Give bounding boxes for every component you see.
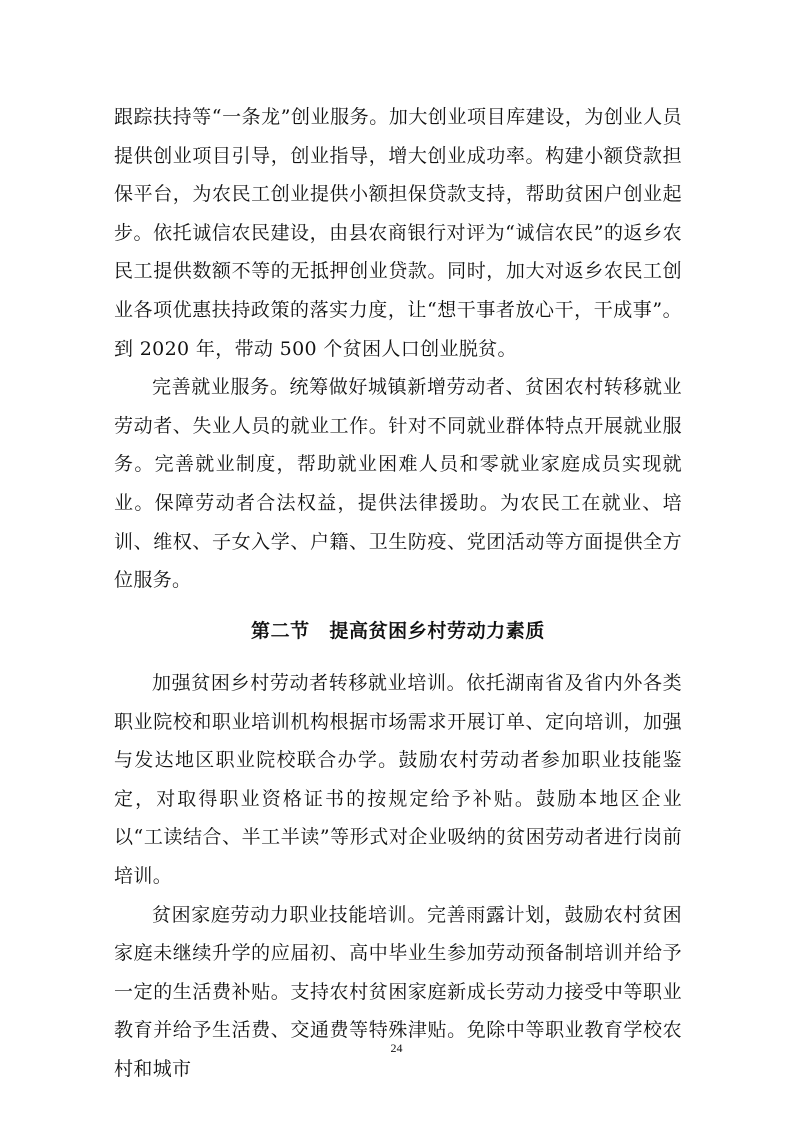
body-text-top xyxy=(114,98,682,600)
paragraph-family-vocational-training: 贫困家庭劳动力职业技能培训。完善雨露计划，鼓励农村贫困家庭未继续升学的应届初、高中毕业生参加劳动预备制培训并给予一定的生活费补贴。支持农村贫困家庭新成长劳动力接受中等职业教育并给予生活费、交通费等特殊津贴。免除中等职业教育学校农村和城市 xyxy=(114,903,682,1080)
section-heading: 第二节 提高贫困乡村劳动力素质 xyxy=(250,620,545,642)
paragraph-employment-services: 完善就业服务。统筹做好城镇新增劳动者、贫困农村转移就业劳动者、失业人员的就业工作。针对不同就业群体特点开展就业服务。完善就业制度，帮助就业困难人员和零就业家庭成员实现就业。保障劳动者合法权益，提供法律援助。为农民工在就业、培训、维权、子女入学、户籍、卫生防疫、党团活动等方面提供全方位服务。 xyxy=(114,376,682,592)
paragraph-labor-training: 加强贫困乡村劳动者转移就业培训。依托湖南省及省内外各类职业院校和职业培训机构根据市场需求开展订单、定向培训，加强与发达地区职业院校联合办学。鼓励农村劳动者参加职业技能鉴定，对取得职业资格证书的按规定给予补贴。鼓励本地区企业以“工读结合、半工半读”等形式对企业吸纳的贫困劳动者进行岗前培训。 xyxy=(114,672,682,887)
body-text-bottom xyxy=(114,664,682,1089)
paragraph-entrepreneurship-support: 跟踪扶持等“一条龙”创业服务。加大创业项目库建设，为创业人员提供创业项目引导，创业指导，增大创业成功率。构建小额贷款担保平台，为农民工创业提供小额担保贷款支持，帮助贫困户创业起步。依托诚信农民建设，由县农商银行对评为“诚信农民”的返乡农民工提供数额不等的无抵押创业贷款。同时，加大对返乡农民工创业各项优惠扶持政策的落实力度，让“想干事者放心干，干成事”。到 2020 年，带动 500 个贫困人口创业脱贫。 xyxy=(114,106,682,360)
page-number: 24 xyxy=(390,1041,403,1055)
